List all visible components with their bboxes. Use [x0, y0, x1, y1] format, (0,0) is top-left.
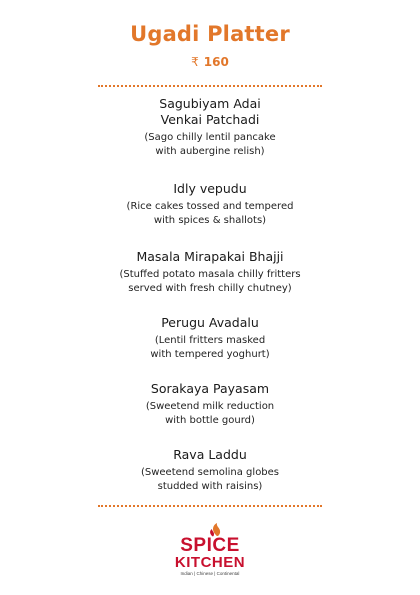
menu-title: Ugadi Platter — [130, 22, 290, 46]
item-name: Perugu Avadalu — [161, 315, 259, 330]
logo-tagline: Indian | Chinese | Continental — [180, 571, 240, 576]
logo-line2: KITCHEN — [174, 554, 246, 571]
spice-kitchen-logo — [0, 523, 420, 583]
item-name: Rava Laddu — [173, 447, 247, 462]
top-dotted-divider — [98, 85, 322, 87]
item-name: Sagubiyam Adai Venkai Patchadi — [159, 96, 261, 127]
price — [0, 55, 420, 69]
menu-item — [0, 96, 420, 159]
item-name: Sorakaya Payasam — [150, 381, 270, 396]
item-description: (Sago chilly lentil pancake with aubergine relish) — [144, 132, 276, 157]
item-description: (Stuffed potato masala chilly fritters served with fresh chilly chutney) — [119, 269, 301, 294]
logo-graphic — [0, 523, 420, 583]
menu-item — [0, 315, 420, 362]
menu-item — [0, 381, 420, 428]
menu-item — [0, 181, 420, 228]
bottom-dotted-divider — [98, 505, 322, 507]
rupee-symbol: ₹ — [191, 55, 199, 69]
item-name: Masala Mirapakai Bhajji — [136, 249, 284, 264]
item-description: (Lentil fritters masked with tempered yoghurt) — [150, 335, 270, 360]
item-name: Idly vepudu — [173, 181, 247, 196]
menu-item — [0, 447, 420, 494]
item-description: (Sweetend milk reduction with bottle gourd) — [145, 401, 275, 426]
price-value: 160 — [203, 55, 229, 69]
item-description: (Rice cakes tossed and tempered with spices & shallots) — [126, 201, 294, 226]
item-description: (Sweetend semolina globes studded with raisins) — [140, 467, 280, 492]
menu-item — [0, 249, 420, 296]
logo-line1: SPICE — [180, 535, 240, 556]
